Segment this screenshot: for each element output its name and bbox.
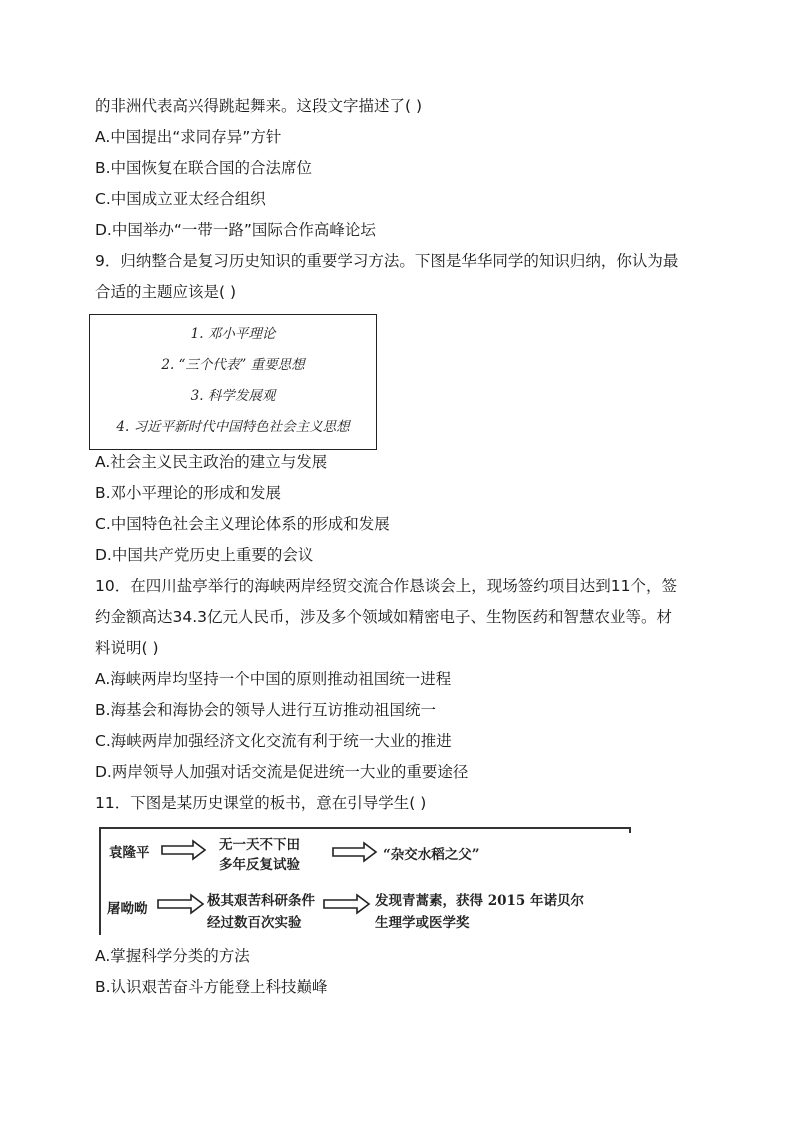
row1-arrow-1-icon <box>161 839 207 861</box>
q10-option-d: D.两岸领导人加强对话交流是促进统一大业的重要途径 <box>95 763 469 781</box>
q8-option-b: B.中国恢复在联合国的合法席位 <box>95 159 313 177</box>
q10-option-a: A.海峡两岸均坚持一个中国的原则推动祖国统一进程 <box>95 670 452 688</box>
q11-stem: 11．下图是某历史课堂的板书，意在引导学生( ) <box>95 794 427 812</box>
row2-scientist-name: 屠呦呦 <box>107 901 148 917</box>
q8-stem-tail: 的非洲代表高兴得跳起舞来。这段文字描述了( ) <box>95 97 423 115</box>
q10-stem-line2: 约金额高达34.3亿元人民币，涉及多个领域如精密电子、生物医药和智慧农业等。材 <box>95 608 673 626</box>
q9-box-item-2: 2. “三个代表” 重要思想 <box>161 357 305 373</box>
q9-option-d: D.中国共产党历史上重要的会议 <box>95 546 314 564</box>
row2-achievement-line2: 生理学或医学奖 <box>375 915 470 931</box>
q9-box-item-4: 4. 习近平新时代中国特色社会主义思想 <box>116 419 350 435</box>
q11-option-a: A.掌握科学分类的方法 <box>95 947 250 965</box>
q8-option-d: D.中国举办“一带一路”国际合作高峰论坛 <box>95 221 376 239</box>
q9-box-item-1: 1. 邓小平理论 <box>190 326 276 342</box>
row2-effort-line2: 经过数百次实验 <box>207 915 302 931</box>
q8-option-c: C.中国成立亚太经合组织 <box>95 190 266 208</box>
q9-option-a: A.社会主义民主政治的建立与发展 <box>95 453 328 471</box>
q9-stem-line1: 9．归纳整合是复习历史知识的重要学习方法。下图是华华同学的知识归纳，你认为最 <box>95 252 679 270</box>
q9-stem-line2: 合适的主题应该是( ) <box>95 283 237 301</box>
row1-effort-line1: 无一天不下田 <box>219 837 300 853</box>
figure-left-border <box>99 827 101 935</box>
q10-stem-line3: 料说明( ) <box>95 639 159 657</box>
row1-scientist-name: 袁隆平 <box>109 845 150 861</box>
row1-achievement: “杂交水稻之父” <box>383 847 480 863</box>
q9-option-c: C.中国特色社会主义理论体系的形成和发展 <box>95 515 390 533</box>
row2-arrow-2-icon <box>323 893 371 915</box>
q9-box-item-3: 3. 科学发展观 <box>190 388 276 404</box>
row1-effort-line2: 多年反复试验 <box>219 857 300 873</box>
row2-achievement-line1: 发现青蒿素，获得 2015 年诺贝尔 <box>375 893 584 909</box>
figure-top-border <box>99 827 629 829</box>
q9-knowledge-box <box>89 314 377 450</box>
q10-stem-line1: 10．在四川盐亭举行的海峡两岸经贸交流合作恳谈会上，现场签约项目达到11个，签 <box>95 577 677 595</box>
row1-arrow-2-icon <box>332 841 378 863</box>
q10-option-b: B.海基会和海协会的领导人进行互访推动祖国统一 <box>95 701 437 719</box>
row2-effort-line1: 极其艰苦科研条件 <box>207 893 315 909</box>
q11-blackboard-figure <box>99 827 631 939</box>
q9-option-b: B.邓小平理论的形成和发展 <box>95 484 282 502</box>
row2-arrow-1-icon <box>157 893 205 915</box>
figure-right-tick <box>629 827 631 833</box>
q8-option-a: A.中国提出“求同存异”方针 <box>95 128 282 146</box>
q10-option-c: C.海峡两岸加强经济文化交流有利于统一大业的推进 <box>95 732 452 750</box>
q11-option-b: B.认识艰苦奋斗方能登上科技巅峰 <box>95 978 328 996</box>
